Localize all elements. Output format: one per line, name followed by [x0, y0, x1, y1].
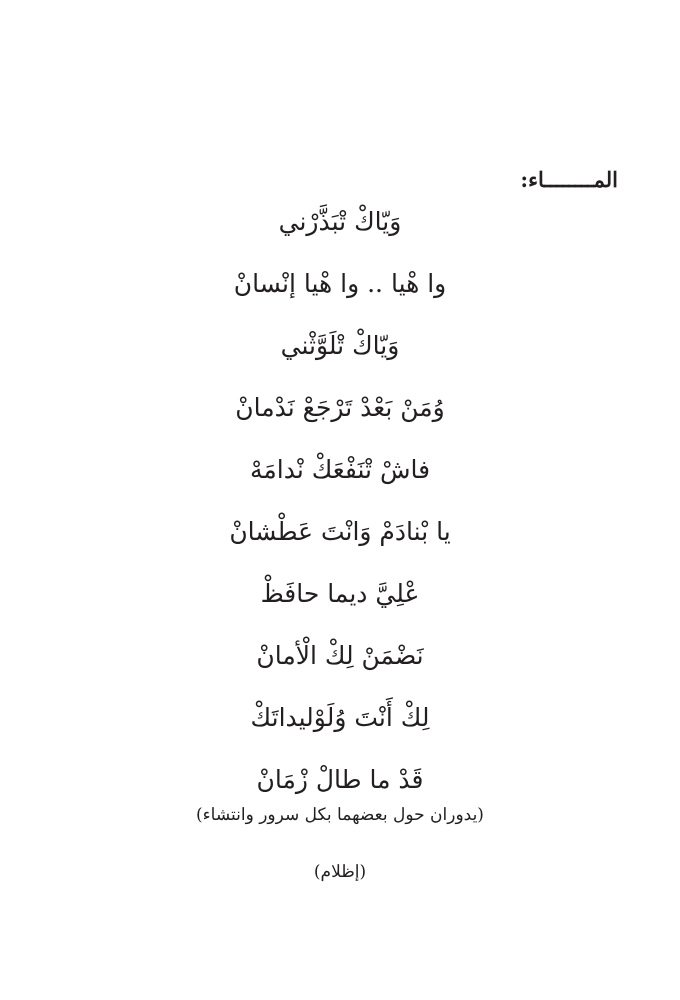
verse-line: وُمَنْ بَعْدْ تَرْجَعْ نَدْمانْ: [235, 393, 445, 422]
stage-direction-blackout: (إظلام): [313, 862, 367, 882]
verse-line: لِكْ أَنْتَ وُلَوْليداتَكْ: [250, 703, 430, 732]
verse-line: نَضْمَنْ لِكْ الْأمانْ: [256, 641, 424, 670]
stage-direction: (يدوران حول بعضهما بكل سرور وانتشاء): [196, 805, 484, 825]
verse-line: وَيّاكْ تْلَوَّثْني: [280, 331, 400, 360]
verse-line: وا هْيا .. وا هْيا إنْسانْ: [233, 269, 447, 298]
verse-line: يا بْنادَمْ وَانْتَ عَطْشانْ: [229, 517, 451, 546]
verse-line: فاشْ تْنَفْعَكْ نْدامَهْ: [249, 455, 431, 484]
verse-block: [0, 196, 680, 816]
speaker-label: المــــــــاء:: [520, 167, 618, 192]
verse-line: وَيّاكْ تْبَذَّرْني: [278, 207, 402, 236]
verse-line: عْلِيَّ ديما حافَظْ: [260, 579, 420, 608]
verse-line: قَدْ ما طالْ زْمَانْ: [256, 765, 424, 794]
